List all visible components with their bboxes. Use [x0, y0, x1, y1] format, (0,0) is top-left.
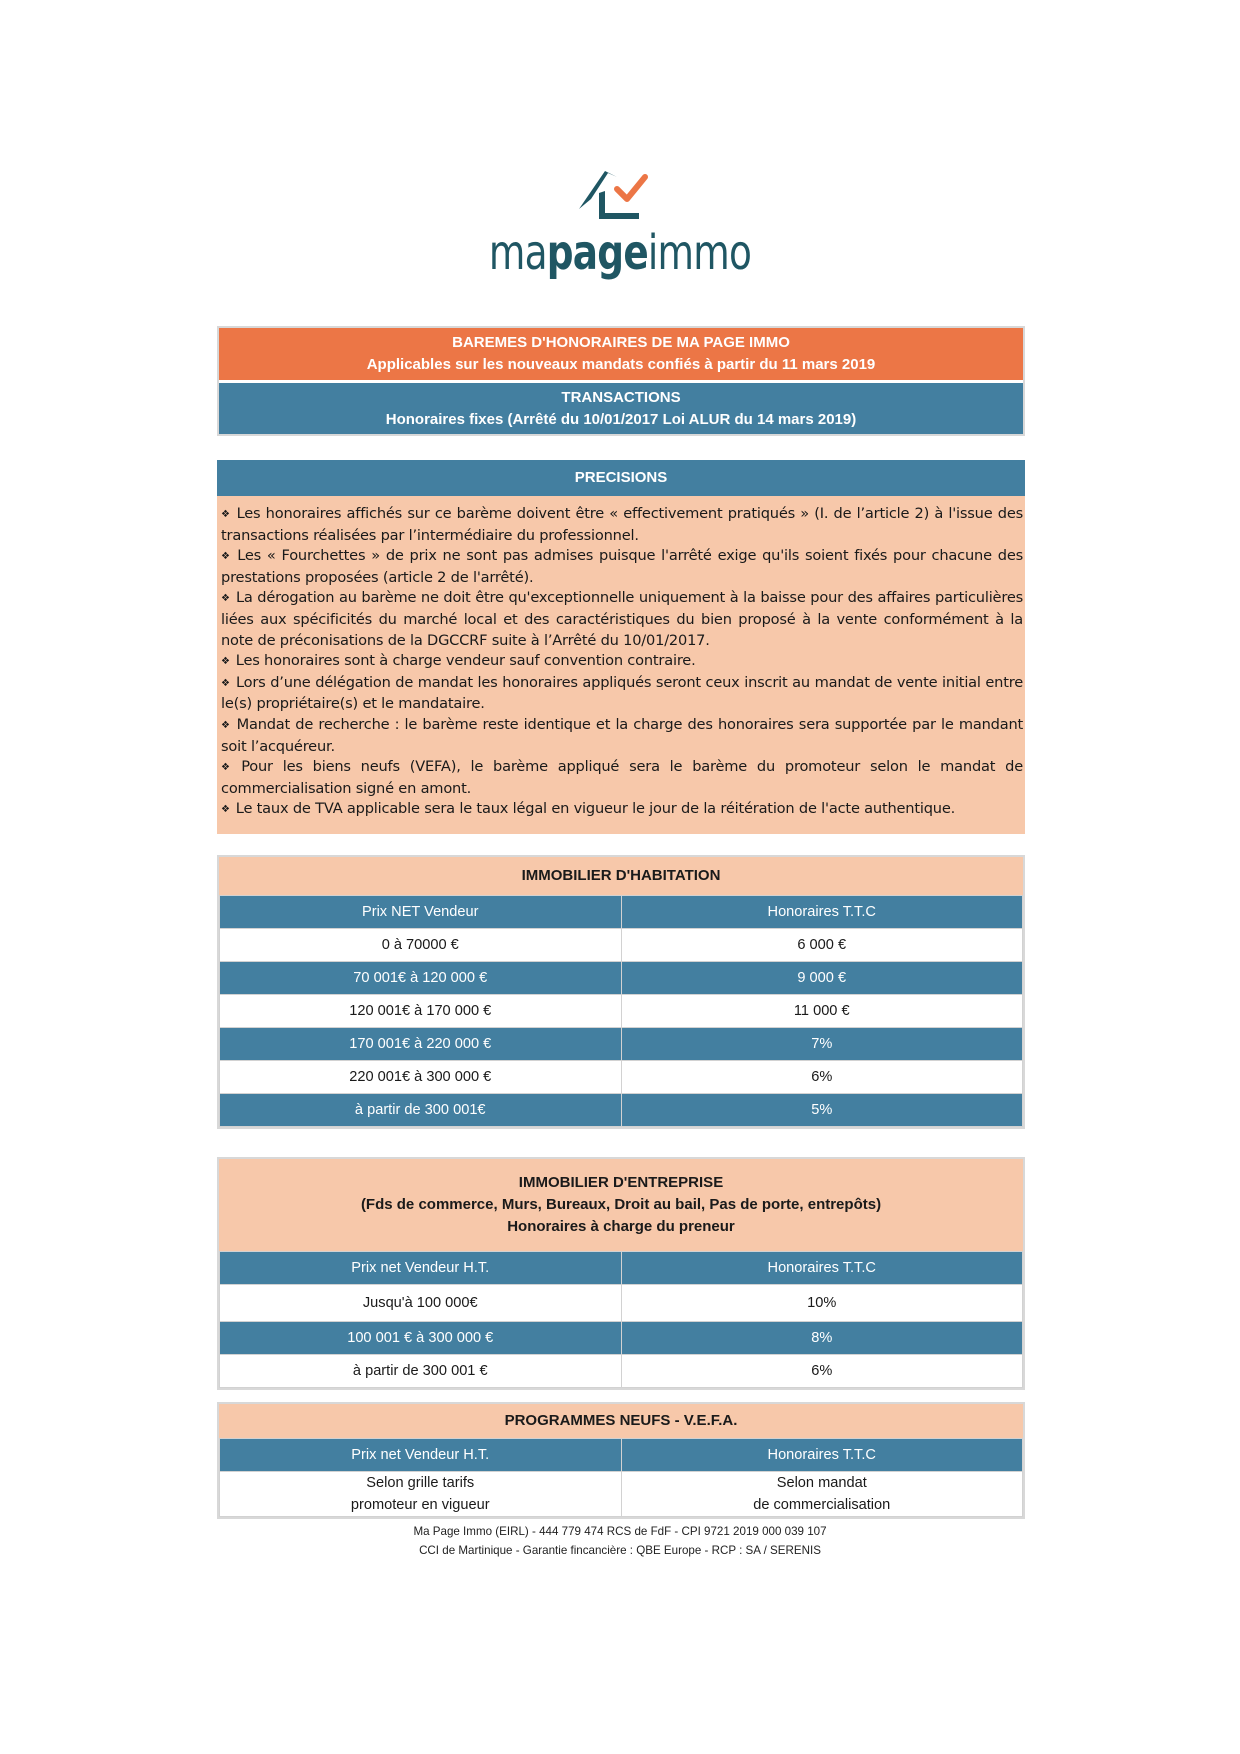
- price-cell: à partir de 300 001€: [220, 1094, 622, 1127]
- table-row: [220, 1028, 1023, 1061]
- entreprise-note: Honoraires à charge du preneur: [507, 1218, 735, 1235]
- habitation-table: [219, 895, 1023, 1127]
- table-row: [220, 995, 1023, 1028]
- table-row: [220, 1061, 1023, 1094]
- precisions-block: [217, 460, 1025, 834]
- fee-cell: 8%: [621, 1322, 1023, 1355]
- fee-cell: 6%: [621, 1355, 1023, 1388]
- price-cell: 170 001€ à 220 000 €: [220, 1028, 622, 1061]
- logo-wordmark: mapageimmo: [488, 225, 752, 281]
- price-cell: 0 à 70000 €: [220, 929, 622, 962]
- document-subtitle: Applicables sur les nouveaux mandats confiés à partir du 11 mars 2019: [366, 356, 876, 373]
- table-header-row: [220, 896, 1023, 929]
- column-header: Prix net Vendeur H.T.: [220, 1439, 622, 1472]
- precision-item: ❖ Pour les biens neufs (VEFA), le barème appliqué sera le barème du promoteur selon le mandat de commercialisation signé en amont.: [221, 758, 1023, 797]
- price-cell: 100 001 € à 300 000 €: [220, 1322, 622, 1355]
- column-header: Prix net Vendeur H.T.: [220, 1252, 622, 1285]
- price-cell: 220 001€ à 300 000 €: [220, 1061, 622, 1094]
- table-header-row: [220, 1252, 1023, 1285]
- diamond-bullet-icon: ❖: [221, 677, 230, 689]
- entreprise-subtitle: (Fds de commerce, Murs, Bureaux, Droit au bail, Pas de porte, entrepôts): [360, 1196, 882, 1213]
- entreprise-block: [217, 1157, 1025, 1390]
- habitation-title: IMMOBILIER D'HABITATION: [219, 857, 1023, 895]
- price-cell-line: Selon grille tarifs: [366, 1475, 475, 1491]
- fee-cell: 6%: [621, 1061, 1023, 1094]
- table-row: [220, 1285, 1023, 1322]
- diamond-bullet-icon: ❖: [221, 551, 232, 563]
- section-title: TRANSACTIONS: [561, 389, 681, 406]
- table-row: [220, 1472, 1023, 1517]
- precision-item: ❖ Les honoraires affichés sur ce barème doivent être « effectivement pratiqués » (I. de l’article 2) à l'issue des transactions réalisées par l’intermédiaire du professionnel.: [221, 505, 1023, 544]
- fee-cell: 5%: [621, 1094, 1023, 1127]
- document-title: BAREMES D'HONORAIRES DE MA PAGE IMMO: [452, 334, 790, 351]
- table-row: [220, 1322, 1023, 1355]
- section-subtitle: Honoraires fixes (Arrêté du 10/01/2017 Loi ALUR du 14 mars 2019): [385, 411, 857, 428]
- precision-item: ❖ Lors d’une délégation de mandat les honoraires appliqués seront ceux inscrit au mandat de vente initial entre le(s) propriétaire(s) et le mandataire.: [221, 673, 1024, 713]
- price-cell: [220, 1472, 622, 1517]
- diamond-bullet-icon: ❖: [221, 804, 230, 816]
- vefa-title: PROGRAMMES NEUFS - V.E.F.A.: [219, 1404, 1023, 1438]
- transactions-band: [219, 383, 1023, 434]
- fee-cell: 7%: [621, 1028, 1023, 1061]
- price-cell-line: promoteur en vigueur: [350, 1497, 490, 1513]
- diamond-bullet-icon: ❖: [221, 593, 230, 605]
- fee-cell: 11 000 €: [621, 995, 1023, 1028]
- table-row: [220, 1355, 1023, 1388]
- column-header: Honoraires T.T.C: [621, 1252, 1023, 1285]
- fee-cell: 10%: [621, 1285, 1023, 1322]
- precisions-list: [217, 496, 1025, 834]
- fee-cell: 9 000 €: [621, 962, 1023, 995]
- table-header-row: [220, 1439, 1023, 1472]
- header-block: [217, 326, 1025, 436]
- entreprise-header: [219, 1159, 1023, 1251]
- house-check-icon: [575, 165, 665, 227]
- price-cell: Jusqu'à 100 000€: [220, 1285, 622, 1322]
- precision-item: ❖ Les honoraires sont à charge vendeur sauf convention contraire.: [221, 652, 696, 670]
- logo: [0, 165, 1240, 281]
- price-cell: 70 001€ à 120 000 €: [220, 962, 622, 995]
- precision-item: ❖ Mandat de recherche : le barème reste identique et la charge des honoraires sera supportée par le mandant soit l’acquéreur.: [221, 715, 1024, 755]
- diamond-bullet-icon: ❖: [221, 509, 231, 520]
- vefa-table: [219, 1438, 1023, 1517]
- precision-item: ❖ Le taux de TVA applicable sera le taux légal en vigueur le jour de la réitération de l'acte authentique.: [221, 800, 956, 818]
- diamond-bullet-icon: ❖: [221, 656, 230, 668]
- diamond-bullet-icon: ❖: [221, 762, 236, 774]
- table-row: [220, 929, 1023, 962]
- table-row: [220, 962, 1023, 995]
- precision-item: ❖ Les « Fourchettes » de prix ne sont pas admises puisque l'arrêté exige qu'ils soient fixés pour chacune des prestations proposées (article 2 de l'arrêté).: [221, 547, 1023, 586]
- header-orange-band: [219, 328, 1023, 380]
- fee-cell-line: de commercialisation: [753, 1497, 891, 1513]
- column-header: Honoraires T.T.C: [621, 896, 1023, 929]
- entreprise-title: IMMOBILIER D'ENTREPRISE: [518, 1174, 724, 1191]
- footer-guarantee-line: CCI de Martinique - Garantie fincancière : QBE Europe - RCP : SA / SERENIS: [419, 1544, 821, 1557]
- vefa-block: [217, 1402, 1025, 1519]
- fee-cell: 6 000 €: [621, 929, 1023, 962]
- table-row: [220, 1094, 1023, 1127]
- footer: [0, 1522, 1240, 1560]
- diamond-bullet-icon: ❖: [221, 719, 231, 731]
- price-cell: à partir de 300 001 €: [220, 1355, 622, 1388]
- price-cell: 120 001€ à 170 000 €: [220, 995, 622, 1028]
- fee-cell-line: Selon mandat: [776, 1475, 867, 1491]
- precision-item: ❖ La dérogation au barème ne doit être qu'exceptionnelle uniquement à la baisse pour des affaires particulières liées aux spécificités du marché local et des caractéristiques du bien proposé à la vente conformément à la note de préconisations de la DGCCRF suite à l’Arrêté du 10/01/2017.: [221, 589, 1023, 649]
- precisions-title: PRECISIONS: [217, 460, 1025, 496]
- column-header: Prix NET Vendeur: [220, 896, 622, 929]
- fee-cell: [621, 1472, 1023, 1517]
- footer-legal-line: Ma Page Immo (EIRL) - 444 779 474 RCS de FdF - CPI 9721 2019 000 039 107: [413, 1525, 827, 1538]
- entreprise-table: [219, 1251, 1023, 1388]
- column-header: Honoraires T.T.C: [621, 1439, 1023, 1472]
- habitation-block: [217, 855, 1025, 1129]
